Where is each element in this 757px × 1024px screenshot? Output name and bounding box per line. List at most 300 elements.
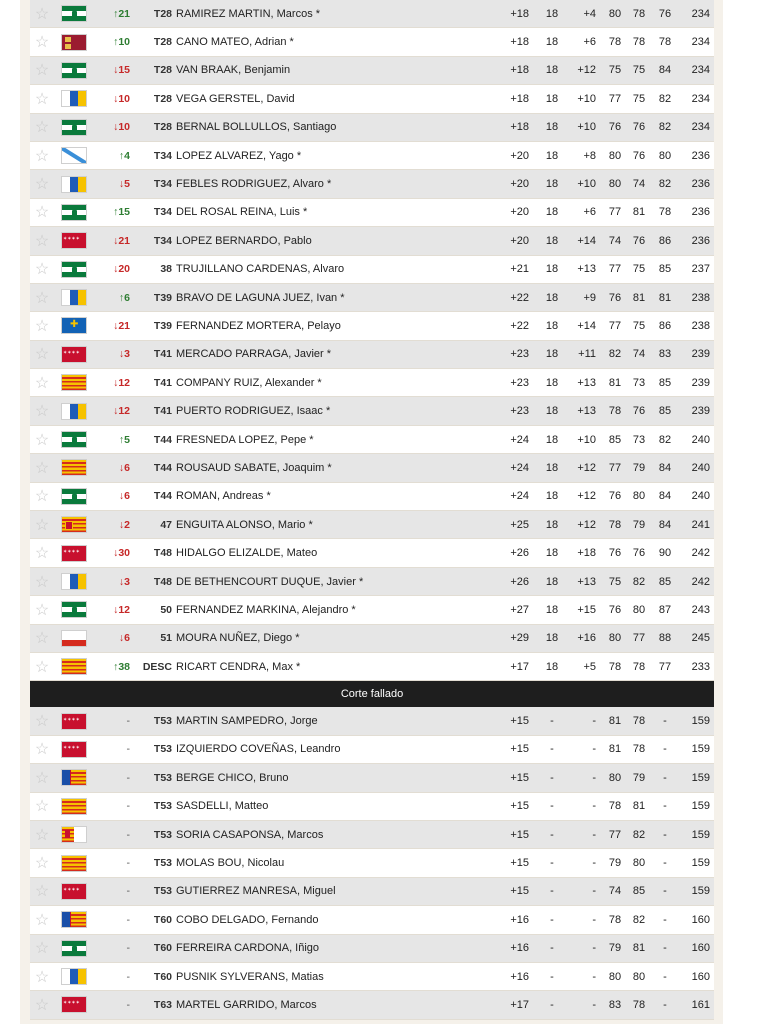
favorite-star-icon[interactable]: ☆ [34, 261, 50, 279]
round-3-strokes: 88 [658, 632, 672, 645]
table-row[interactable] [30, 142, 714, 170]
score-to-par: +20 [510, 149, 529, 162]
score-to-par: +15 [510, 885, 529, 898]
player-name[interactable]: DEL ROSAL REINA, Luis * [176, 206, 308, 219]
player-name[interactable]: FERREIRA CARDONA, Iñigo [176, 942, 320, 955]
player-name[interactable]: MOURA NUÑEZ, Diego * [176, 632, 300, 645]
region-flag [61, 369, 87, 396]
position-change-value: - [126, 998, 130, 1011]
table-row[interactable] [30, 57, 714, 85]
arrow-up-icon: ↑ [118, 433, 125, 446]
table-row[interactable] [30, 85, 714, 113]
table-row[interactable] [30, 227, 714, 255]
table-row[interactable] [30, 568, 714, 596]
total-strokes: 236 [691, 206, 710, 219]
favorite-star-icon[interactable]: ☆ [34, 855, 50, 873]
player-name[interactable]: FRESNEDA LOPEZ, Pepe * [176, 433, 314, 446]
player-name[interactable]: CANO MATEO, Adrian * [176, 36, 294, 49]
position-change-value: 3 [124, 575, 130, 588]
score-to-par: +29 [510, 632, 529, 645]
table-row[interactable] [30, 596, 714, 624]
round-2-strokes: 81 [632, 291, 646, 304]
favorite-star-icon[interactable]: ☆ [34, 34, 50, 52]
player-name[interactable]: LOPEZ BERNARDO, Pablo [176, 234, 312, 247]
position-change [98, 369, 130, 396]
position: T41 [153, 348, 172, 361]
table-row[interactable] [30, 199, 714, 227]
player-name[interactable]: MARTIN SAMPEDRO, Jorge [176, 715, 318, 728]
table-row[interactable] [30, 28, 714, 56]
favorite-star-icon[interactable]: ☆ [34, 488, 50, 506]
favorite-star-icon[interactable]: ☆ [34, 62, 50, 80]
position: T39 [153, 291, 172, 304]
round-3-strokes: - [663, 715, 667, 728]
holes-played: 18 [545, 319, 559, 332]
table-row[interactable] [30, 426, 714, 454]
position: T34 [153, 206, 172, 219]
player-name[interactable]: TRUJILLANO CARDENAS, Alvaro [176, 263, 345, 276]
round-1-strokes: 85 [608, 433, 622, 446]
player-name[interactable]: BERGE CHICO, Bruno [176, 771, 289, 784]
round-score: +9 [583, 291, 596, 304]
score-to-par: +26 [510, 547, 529, 560]
table-row[interactable] [30, 653, 714, 681]
round-1-strokes: 78 [608, 518, 622, 531]
player-name[interactable]: ROMAN, Andreas * [176, 490, 271, 503]
position-change [98, 142, 130, 169]
holes-played: 18 [545, 603, 559, 616]
round-score: +13 [577, 405, 596, 418]
position-change-value: 10 [118, 92, 130, 105]
flag-icon [61, 346, 87, 363]
position-change [98, 85, 130, 112]
round-score: - [592, 885, 596, 898]
table-row[interactable] [30, 341, 714, 369]
region-flag [61, 312, 87, 339]
table-row[interactable] [30, 707, 714, 735]
score-to-par: +20 [510, 206, 529, 219]
favorite-star-icon[interactable]: ☆ [34, 459, 50, 477]
position-change-value: 12 [118, 376, 130, 389]
holes-played: 18 [545, 433, 559, 446]
position: DESC [142, 660, 172, 673]
table-row[interactable] [30, 284, 714, 312]
table-row[interactable] [30, 736, 714, 764]
table-row[interactable] [30, 878, 714, 906]
round-2-strokes: 82 [632, 913, 646, 926]
flag-icon [61, 289, 87, 306]
round-2-strokes: 78 [632, 7, 646, 20]
favorite-star-icon[interactable]: ☆ [34, 741, 50, 759]
holes-played: 18 [545, 36, 559, 49]
total-strokes: 159 [691, 885, 710, 898]
position: T53 [153, 828, 172, 841]
round-score: +4 [583, 7, 596, 20]
round-score: +5 [583, 660, 596, 673]
score-to-par: +20 [510, 234, 529, 247]
cut-line-label: Corte fallado [340, 688, 404, 701]
position: T28 [153, 7, 172, 20]
player-name[interactable]: ROUSAUD SABATE, Joaquim * [176, 461, 332, 474]
position-change-value: 15 [118, 206, 130, 219]
player-name[interactable]: VEGA GERSTEL, David [176, 92, 295, 105]
round-1-strokes: 81 [608, 376, 622, 389]
position-change [98, 991, 130, 1018]
holes-played: 18 [545, 632, 559, 645]
score-to-par: +23 [510, 348, 529, 361]
favorite-star-icon[interactable]: ☆ [34, 883, 50, 901]
position-change-value: 5 [124, 178, 130, 191]
player-name[interactable]: COMPANY RUIZ, Alexander * [176, 376, 322, 389]
table-row[interactable] [30, 625, 714, 653]
table-row[interactable] [30, 369, 714, 397]
round-score: +10 [577, 92, 596, 105]
flag-icon [61, 5, 87, 22]
favorite-star-icon[interactable]: ☆ [34, 769, 50, 787]
round-3-strokes: 82 [658, 121, 672, 134]
total-strokes: 239 [691, 376, 710, 389]
holes-played: 18 [545, 291, 559, 304]
flag-icon [61, 545, 87, 562]
position: 51 [160, 632, 172, 645]
flag-icon [61, 573, 87, 590]
position-change-value: 6 [124, 490, 130, 503]
round-score: +10 [577, 121, 596, 134]
total-strokes: 238 [691, 291, 710, 304]
round-3-strokes: 76 [658, 7, 672, 20]
round-2-strokes: 78 [632, 660, 646, 673]
flag-icon [61, 601, 87, 618]
round-1-strokes: 81 [608, 715, 622, 728]
holes-played: 18 [545, 263, 559, 276]
position: 47 [160, 518, 172, 531]
table-row[interactable] [30, 312, 714, 340]
region-flag [61, 849, 87, 876]
player-name[interactable]: VAN BRAAK, Benjamin [176, 64, 291, 77]
player-name[interactable]: LOPEZ ALVAREZ, Yago * [176, 149, 302, 162]
total-strokes: 240 [691, 461, 710, 474]
flag-icon [61, 855, 87, 872]
favorite-star-icon[interactable]: ☆ [34, 545, 50, 563]
favorite-star-icon[interactable]: ☆ [34, 374, 50, 392]
round-score: +15 [577, 603, 596, 616]
flag-icon [61, 147, 87, 164]
position: T39 [153, 319, 172, 332]
position-change-value: 38 [118, 660, 130, 673]
position-change-value: - [126, 942, 130, 955]
position-change-value: 4 [124, 149, 130, 162]
table-row[interactable] [30, 511, 714, 539]
table-row[interactable] [30, 991, 714, 1019]
arrow-up-icon: ↑ [113, 660, 119, 673]
round-score: - [592, 998, 596, 1011]
player-name[interactable]: SASDELLI, Matteo [176, 800, 269, 813]
player-name[interactable]: ENGUITA ALONSO, Mario * [176, 518, 313, 531]
favorite-star-icon[interactable]: ☆ [34, 431, 50, 449]
favorite-star-icon[interactable]: ☆ [34, 630, 50, 648]
favorite-star-icon[interactable]: ☆ [34, 232, 50, 250]
round-score: - [592, 771, 596, 784]
favorite-star-icon[interactable]: ☆ [34, 658, 50, 676]
flag-icon [61, 940, 87, 957]
score-to-par: +18 [510, 36, 529, 49]
favorite-star-icon[interactable]: ☆ [34, 204, 50, 222]
region-flag [61, 284, 87, 311]
favorite-star-icon[interactable]: ☆ [34, 996, 50, 1014]
table-row[interactable] [30, 906, 714, 934]
flag-icon [61, 374, 87, 391]
round-3-strokes: 90 [658, 547, 672, 560]
flag-icon [61, 62, 87, 79]
table-row[interactable] [30, 483, 714, 511]
table-row[interactable] [30, 0, 714, 28]
round-3-strokes: 84 [658, 461, 672, 474]
region-flag [61, 625, 87, 652]
favorite-star-icon[interactable]: ☆ [34, 176, 50, 194]
holes-played: - [550, 885, 554, 898]
round-3-strokes: 82 [658, 433, 672, 446]
holes-played: 18 [545, 490, 559, 503]
arrow-down-icon: ↓ [113, 376, 119, 389]
round-3-strokes: 82 [658, 178, 672, 191]
player-name[interactable]: DE BETHENCOURT DUQUE, Javier * [176, 575, 364, 588]
position: T44 [153, 433, 172, 446]
position-change [98, 849, 130, 876]
position-change [98, 736, 130, 763]
player-name[interactable]: IZQUIERDO COVEÑAS, Leandro [176, 743, 341, 756]
total-strokes: 239 [691, 348, 710, 361]
round-3-strokes: - [663, 857, 667, 870]
player-name[interactable]: FERNANDEZ MARKINA, Alejandro * [176, 603, 356, 616]
table-row[interactable] [30, 821, 714, 849]
holes-played: - [550, 857, 554, 870]
favorite-star-icon[interactable]: ☆ [34, 713, 50, 731]
round-2-strokes: 78 [632, 715, 646, 728]
round-score: +16 [577, 632, 596, 645]
score-to-par: +23 [510, 405, 529, 418]
favorite-star-icon[interactable]: ☆ [34, 601, 50, 619]
player-name[interactable]: RAMIREZ MARTIN, Marcos * [176, 7, 321, 20]
arrow-down-icon: ↓ [118, 575, 125, 588]
round-score: +12 [577, 518, 596, 531]
score-to-par: +22 [510, 319, 529, 332]
score-to-par: +15 [510, 857, 529, 870]
favorite-star-icon[interactable]: ☆ [34, 940, 50, 958]
total-strokes: 240 [691, 433, 710, 446]
position-change-value: 21 [118, 7, 130, 20]
holes-played: 18 [545, 178, 559, 191]
position-change [98, 57, 130, 84]
player-name[interactable]: FERNANDEZ MORTERA, Pelayo [176, 319, 341, 332]
favorite-star-icon[interactable]: ☆ [34, 826, 50, 844]
position-change [98, 397, 130, 424]
flag-icon [61, 883, 87, 900]
player-name[interactable]: MERCADO PARRAGA, Javier * [176, 348, 332, 361]
flag-icon [61, 459, 87, 476]
position: 38 [160, 263, 172, 276]
round-2-strokes: 81 [632, 800, 646, 813]
favorite-star-icon[interactable]: ☆ [34, 5, 50, 23]
table-row[interactable] [30, 963, 714, 991]
favorite-star-icon[interactable]: ☆ [34, 403, 50, 421]
flag-icon [61, 769, 87, 786]
player-name[interactable]: MOLAS BOU, Nicolau [176, 857, 285, 870]
round-3-strokes: 84 [658, 490, 672, 503]
position-change [98, 935, 130, 962]
position: T34 [153, 149, 172, 162]
round-2-strokes: 85 [632, 885, 646, 898]
favorite-star-icon[interactable]: ☆ [34, 147, 50, 165]
position: T53 [153, 771, 172, 784]
position-change-value: - [126, 715, 130, 728]
table-row[interactable] [30, 849, 714, 877]
holes-played: 18 [545, 121, 559, 134]
round-1-strokes: 76 [608, 291, 622, 304]
position-change [98, 764, 130, 791]
holes-played: 18 [545, 575, 559, 588]
table-row[interactable] [30, 170, 714, 198]
round-score: - [592, 828, 596, 841]
round-score: +14 [577, 319, 596, 332]
round-1-strokes: 74 [608, 234, 622, 247]
region-flag [61, 906, 87, 933]
position-change [98, 28, 130, 55]
position-change-value: 5 [124, 433, 130, 446]
position-change [98, 170, 130, 197]
favorite-star-icon[interactable]: ☆ [34, 346, 50, 364]
round-3-strokes: - [663, 998, 667, 1011]
flag-icon [61, 119, 87, 136]
position: T60 [153, 913, 172, 926]
round-score: - [592, 857, 596, 870]
round-1-strokes: 80 [608, 7, 622, 20]
player-name[interactable]: GUTIERREZ MANRESA, Miguel [176, 885, 336, 898]
round-1-strokes: 75 [608, 575, 622, 588]
player-name[interactable]: SORIA CASAPONSA, Marcos [176, 828, 324, 841]
total-strokes: 236 [691, 178, 710, 191]
favorite-star-icon[interactable]: ☆ [34, 516, 50, 534]
leaderboard-table [30, 0, 714, 1020]
position: T48 [153, 547, 172, 560]
favorite-star-icon[interactable]: ☆ [34, 798, 50, 816]
region-flag [61, 764, 87, 791]
round-3-strokes: 84 [658, 518, 672, 531]
round-1-strokes: 78 [608, 660, 622, 673]
region-flag [61, 596, 87, 623]
total-strokes: 239 [691, 405, 710, 418]
position-change-value: - [126, 743, 130, 756]
table-row[interactable] [30, 454, 714, 482]
score-to-par: +16 [510, 913, 529, 926]
round-score: +13 [577, 263, 596, 276]
round-3-strokes: 80 [658, 149, 672, 162]
position-change-value: - [126, 885, 130, 898]
player-name[interactable]: BERNAL BOLLULLOS, Santiago [176, 121, 337, 134]
favorite-star-icon[interactable]: ☆ [34, 911, 50, 929]
position-change [98, 539, 130, 566]
holes-played: - [550, 715, 554, 728]
score-to-par: +22 [510, 291, 529, 304]
round-1-strokes: 81 [608, 743, 622, 756]
table-row[interactable] [30, 793, 714, 821]
position-change-value: 12 [118, 405, 130, 418]
round-3-strokes: - [663, 800, 667, 813]
flag-icon [61, 798, 87, 815]
player-name[interactable]: HIDALGO ELIZALDE, Mateo [176, 547, 318, 560]
score-to-par: +15 [510, 771, 529, 784]
position-change-value: - [126, 857, 130, 870]
favorite-star-icon[interactable]: ☆ [34, 289, 50, 307]
position-change [98, 426, 130, 453]
player-name[interactable]: PUERTO RODRIGUEZ, Isaac * [176, 405, 331, 418]
table-row[interactable] [30, 397, 714, 425]
favorite-star-icon[interactable]: ☆ [34, 90, 50, 108]
total-strokes: 241 [691, 518, 710, 531]
round-1-strokes: 76 [608, 603, 622, 616]
position-change-value: 6 [124, 632, 130, 645]
favorite-star-icon[interactable]: ☆ [34, 573, 50, 591]
table-row[interactable] [30, 539, 714, 567]
round-2-strokes: 77 [632, 632, 646, 645]
region-flag [61, 707, 87, 734]
score-to-par: +24 [510, 461, 529, 474]
table-row[interactable] [30, 935, 714, 963]
table-row[interactable] [30, 764, 714, 792]
region-flag [61, 397, 87, 424]
position-change-value: - [126, 828, 130, 841]
flag-icon [61, 713, 87, 730]
position: 50 [160, 603, 172, 616]
region-flag [61, 256, 87, 283]
region-flag [61, 57, 87, 84]
region-flag [61, 568, 87, 595]
player-name[interactable]: COBO DELGADO, Fernando [176, 913, 319, 926]
round-score: +8 [583, 149, 596, 162]
round-3-strokes: - [663, 743, 667, 756]
favorite-star-icon[interactable]: ☆ [34, 968, 50, 986]
holes-played: - [550, 998, 554, 1011]
position-change [98, 227, 130, 254]
favorite-star-icon[interactable]: ☆ [34, 119, 50, 137]
round-3-strokes: 81 [658, 291, 672, 304]
holes-played: 18 [545, 518, 559, 531]
round-3-strokes: 85 [658, 376, 672, 389]
total-strokes: 238 [691, 319, 710, 332]
round-3-strokes: - [663, 885, 667, 898]
round-score: +18 [577, 547, 596, 560]
round-score: +12 [577, 490, 596, 503]
player-name[interactable]: RICART CENDRA, Max * [176, 660, 301, 673]
player-name[interactable]: PUSNIK SYLVERANS, Matias [176, 970, 324, 983]
total-strokes: 234 [691, 64, 710, 77]
player-name[interactable]: MARTEL GARRIDO, Marcos [176, 998, 317, 1011]
round-2-strokes: 78 [632, 743, 646, 756]
players-made-cut [30, 0, 714, 681]
arrow-down-icon: ↓ [113, 121, 119, 134]
position-change-value: 10 [118, 121, 130, 134]
round-3-strokes: - [663, 970, 667, 983]
table-row[interactable] [30, 114, 714, 142]
round-2-strokes: 75 [632, 263, 646, 276]
player-name[interactable]: FEBLES RODRIGUEZ, Alvaro * [176, 178, 332, 191]
total-strokes: 243 [691, 603, 710, 616]
table-row[interactable] [30, 256, 714, 284]
position-change-value: 3 [124, 348, 130, 361]
round-1-strokes: 77 [608, 263, 622, 276]
player-name[interactable]: BRAVO DE LAGUNA JUEZ, Ivan * [176, 291, 345, 304]
round-1-strokes: 80 [608, 970, 622, 983]
favorite-star-icon[interactable]: ☆ [34, 317, 50, 335]
